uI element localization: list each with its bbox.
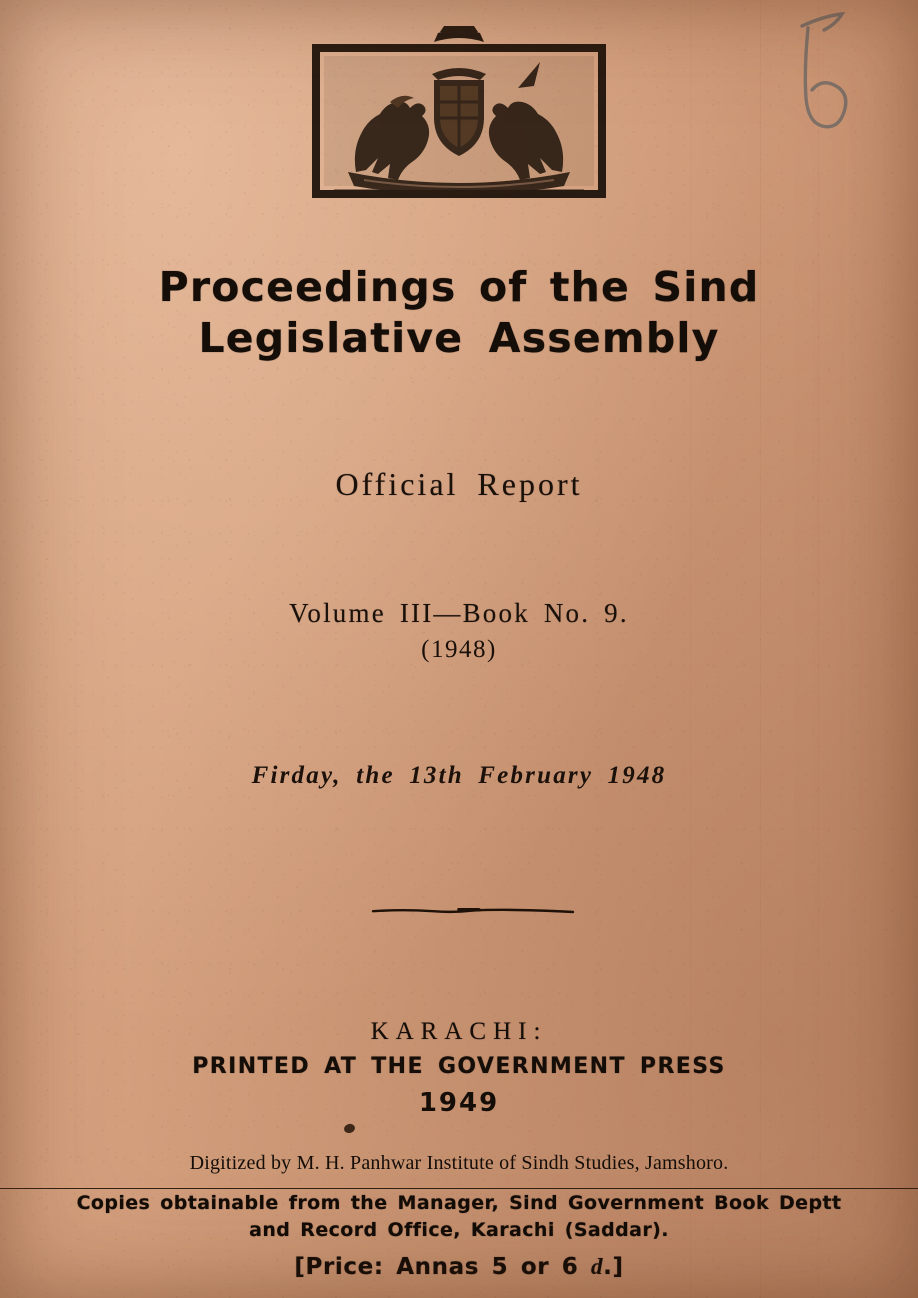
title-line-1: Proceedings of the Sind xyxy=(158,263,760,311)
price-prefix: [Price: xyxy=(294,1254,384,1280)
ink-blot xyxy=(343,1123,356,1134)
imprint-block xyxy=(0,1018,918,1118)
price-unit: d xyxy=(591,1254,604,1279)
digitization-note: Digitized by M. H. Panhwar Institute of Sindh Studies, Jamshoro. xyxy=(189,1152,729,1174)
imprint-year: 1949 xyxy=(418,1088,500,1118)
session-date: Firday, the 13th February 1948 xyxy=(251,762,667,789)
footer-line-1: Copies obtainable from the Manager, Sind Government Book Deptt xyxy=(76,1192,842,1214)
title-line-2: Legislative Assembly xyxy=(198,313,720,362)
footer-line-2: and Record Office, Karachi (Saddar). xyxy=(249,1219,669,1241)
price-line xyxy=(0,1254,918,1280)
price-amount: Annas 5 or 6 xyxy=(396,1254,579,1280)
document-title xyxy=(0,262,918,364)
imprint-city: KARACHI: xyxy=(370,1018,548,1045)
imprint-press: PRINTED AT THE GOVERNMENT PRESS xyxy=(192,1054,726,1079)
decorative-rule xyxy=(371,908,575,914)
volume-line: Volume III—Book No. 9. xyxy=(289,598,629,628)
year-line: (1948) xyxy=(421,636,497,663)
royal-coat-of-arms-crest xyxy=(304,22,614,202)
horizontal-divider xyxy=(0,1188,918,1189)
document-subtitle: Official Report xyxy=(335,466,583,502)
price-suffix: .] xyxy=(603,1254,624,1280)
availability-footer xyxy=(0,1192,918,1241)
handwritten-pencil-mark xyxy=(778,10,868,140)
